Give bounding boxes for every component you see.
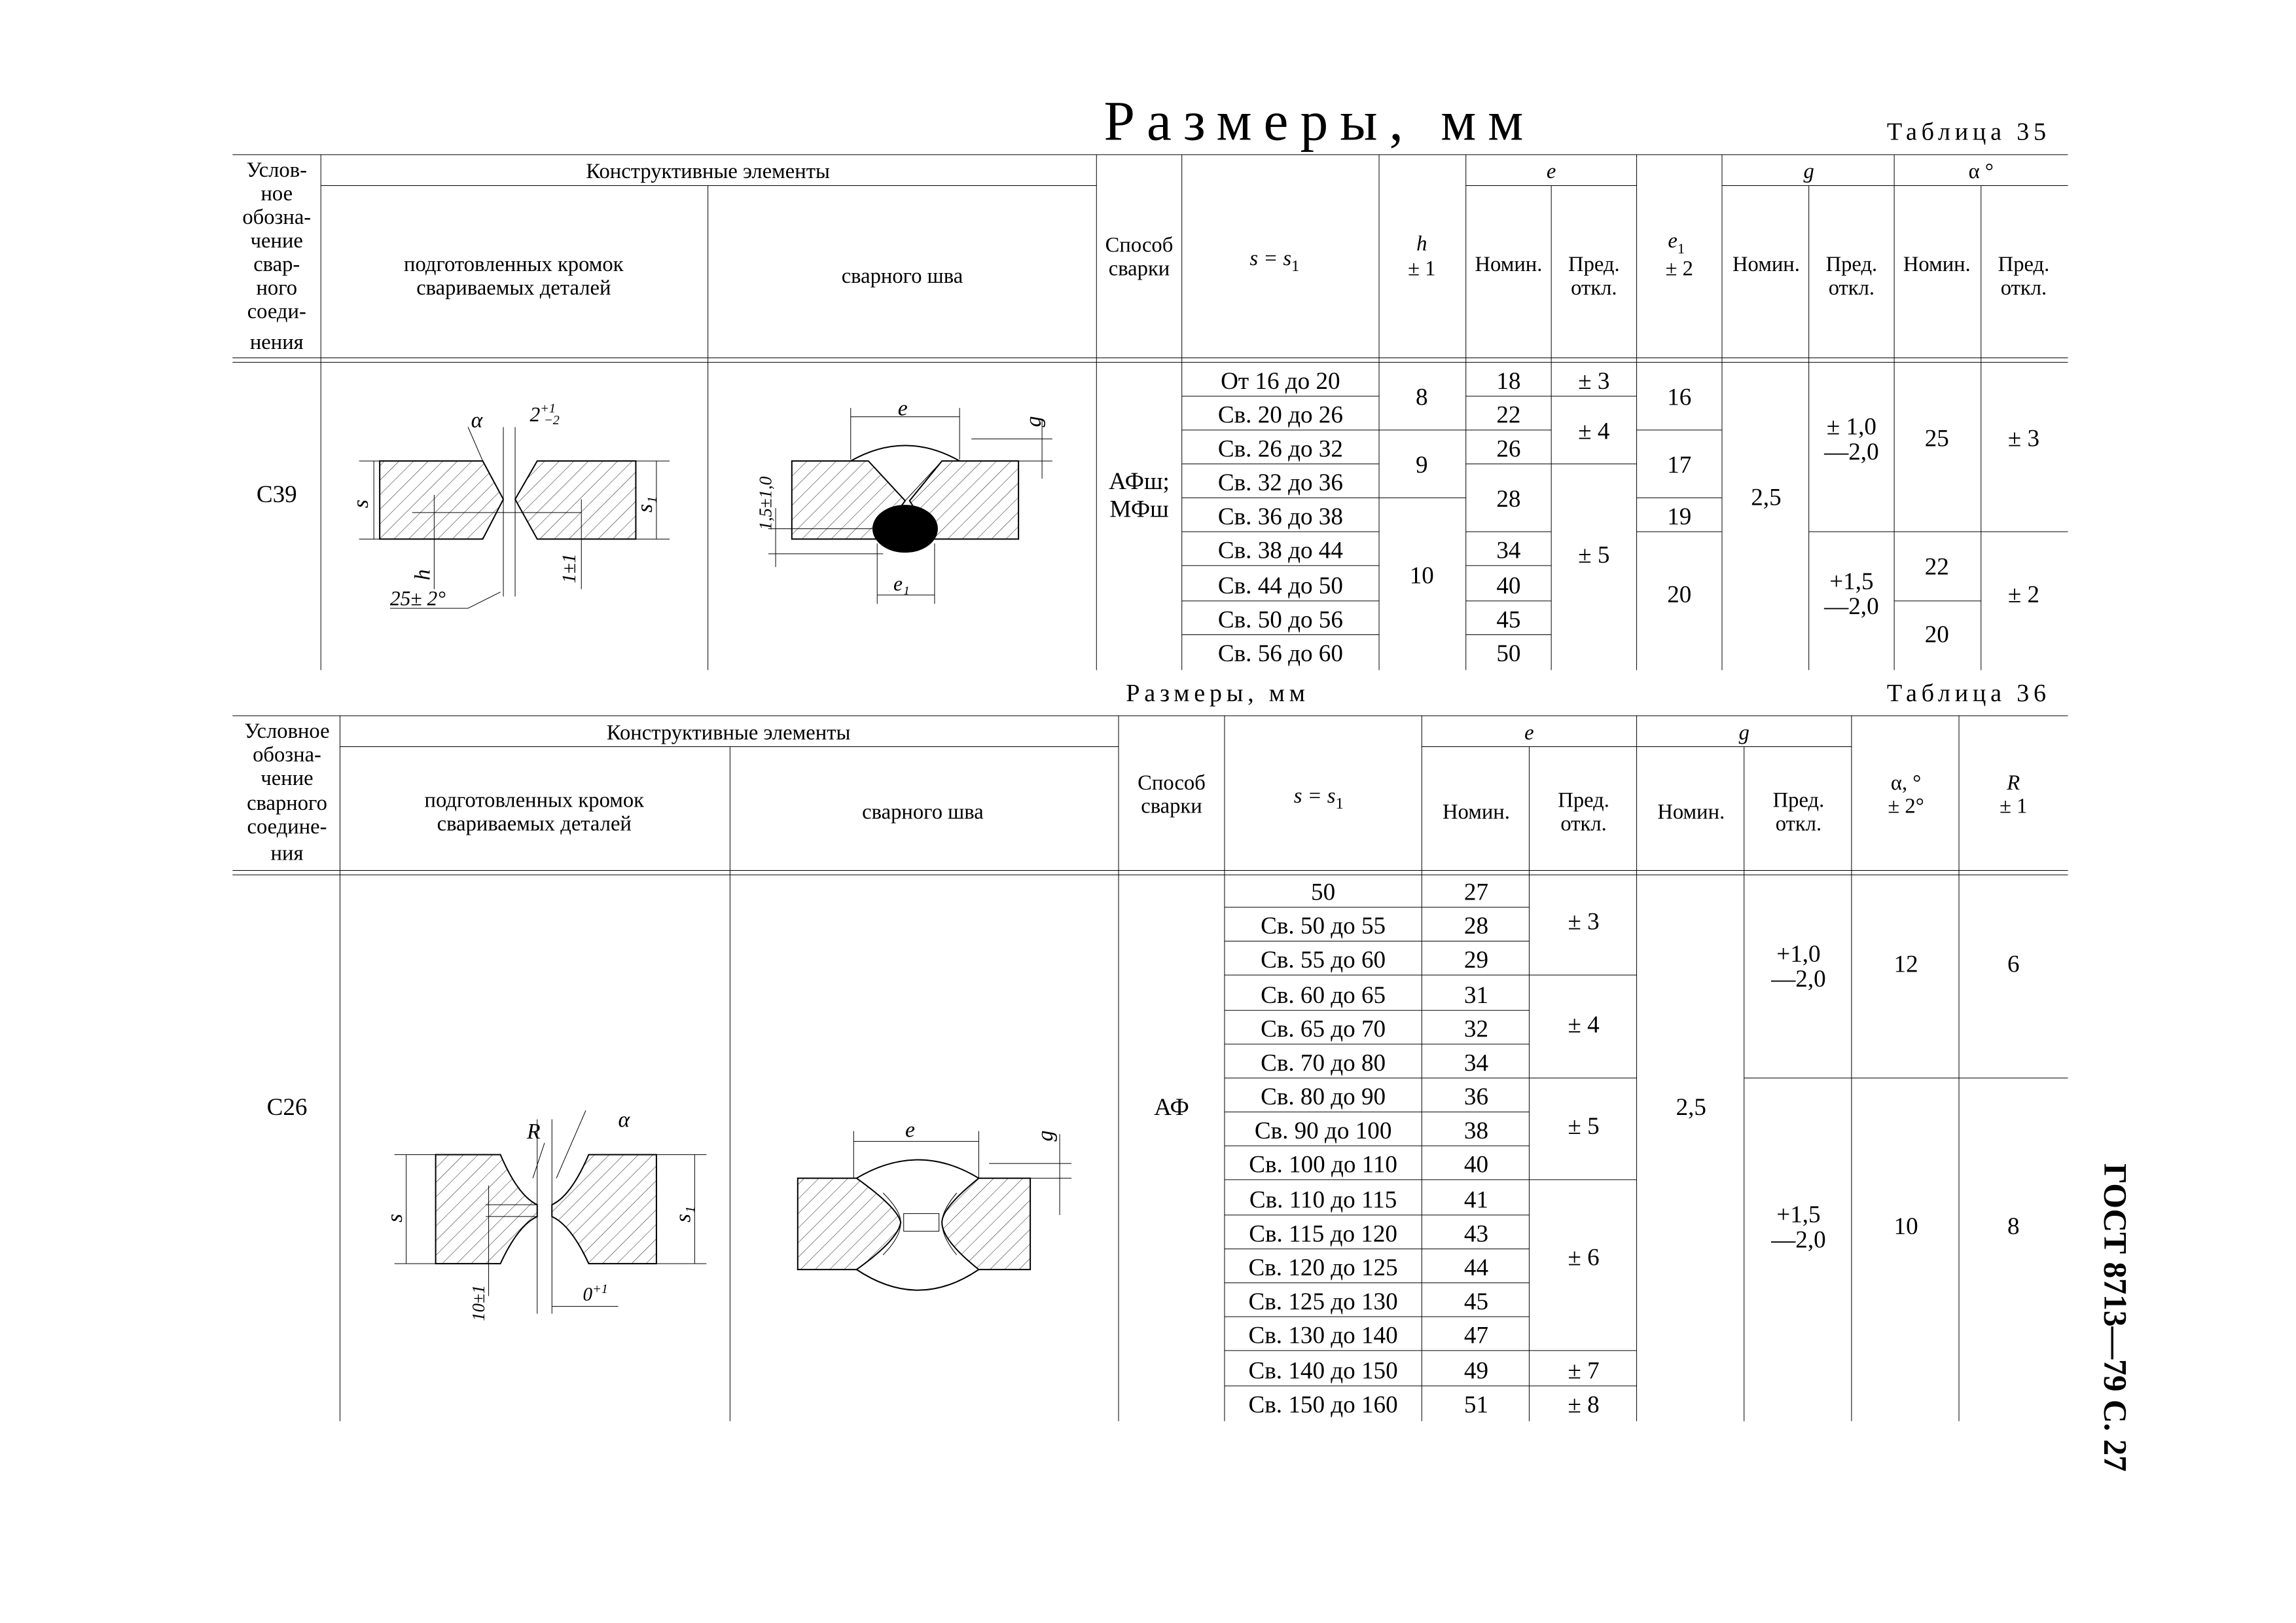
t36-s-11: Св. 120 до 125 <box>1248 1254 1398 1282</box>
t35-e1-2: 19 <box>1667 503 1692 530</box>
t35-e-nom-0: 18 <box>1496 367 1521 395</box>
t35-g-dev-0a: ± 1,0 <box>1826 413 1876 441</box>
t36-hdr-alpha-1: ± 2° <box>1888 794 1924 818</box>
table-35 <box>232 91 2068 670</box>
t36-draw-root: 10±1 <box>468 1285 488 1321</box>
t36-e-dev-0: ± 3 <box>1568 908 1600 936</box>
t35-e-nom-3: 28 <box>1496 485 1521 513</box>
t36-e-nom-6: 36 <box>1463 1084 1489 1111</box>
t35-s-5: Св. 38 до 44 <box>1217 537 1343 564</box>
t35-hdr-e1-main: e <box>1668 228 1677 253</box>
t35-weld-drawing <box>755 396 1052 604</box>
t35-draw-h-tol: 1±1 <box>559 553 581 583</box>
t35-hdr-alpha: α ° <box>1968 160 1994 184</box>
t36-e-nom-5: 34 <box>1463 1049 1489 1077</box>
t35-draw-gap <box>530 401 560 428</box>
t35-hdr-e1 <box>1668 229 1685 257</box>
t35-draw-s: s <box>349 499 374 509</box>
t36-s-9: Св. 110 до 115 <box>1249 1186 1397 1214</box>
t36-e-dev-2: ± 5 <box>1568 1113 1600 1140</box>
t35-hdr-designation-1: ное <box>260 181 293 206</box>
t35-e1-1: 17 <box>1667 452 1692 479</box>
t36-e-nom-1: 28 <box>1463 913 1489 940</box>
t36-hdr-R-tol: ± 1 <box>2000 794 2028 818</box>
t35-hdr-a-dev-1: откл. <box>2000 276 2047 300</box>
t36-g-dev-0b: —2,0 <box>1771 966 1826 993</box>
t36-s-1: Св. 50 до 55 <box>1261 913 1386 940</box>
t35-hdr-designation-2: обозна- <box>242 205 312 229</box>
t35-e1-3: 20 <box>1667 581 1692 609</box>
t35-draw-gap-val: 2 <box>529 403 541 426</box>
t36-s-2: Св. 55 до 60 <box>1261 946 1386 974</box>
t36-g-dev-1a: +1,5 <box>1776 1201 1821 1229</box>
t36-hdr-designation-0: Условное <box>244 720 330 744</box>
t36-hdr-designation-2: чение <box>260 767 314 791</box>
t36-s-14: Св. 140 до 150 <box>1248 1357 1398 1385</box>
t35-draw-s1: s₁ <box>633 496 658 513</box>
t36-e-nom-10: 43 <box>1463 1220 1489 1248</box>
t36-prepared-edges-drawing <box>383 1108 706 1321</box>
t36-s-8: Св. 100 до 110 <box>1249 1151 1397 1178</box>
t36-e-nom-4: 32 <box>1463 1015 1489 1043</box>
t35-hdr-weld: сварного шва <box>841 264 963 288</box>
t35-h-2: 10 <box>1409 562 1434 589</box>
t35-e-nom-1: 22 <box>1496 401 1521 429</box>
t36-s-10: Св. 115 до 120 <box>1249 1220 1397 1248</box>
t35-a-nom-2: 20 <box>1924 621 1949 648</box>
t36-draw-g: g <box>1033 1130 1058 1142</box>
t35-s-2: Св. 26 до 32 <box>1217 435 1343 463</box>
t35-hdr-g-dev-1: откл. <box>1828 276 1875 300</box>
t36-designation: С26 <box>266 1093 308 1121</box>
t35-hdr-g-nominal: Номин. <box>1732 252 1800 276</box>
t35-e-dev-0: ± 3 <box>1578 367 1610 395</box>
t36-method: АФ <box>1154 1093 1189 1121</box>
t35-draw-e1: e₁ <box>893 572 910 596</box>
t36-e-nom-3: 31 <box>1463 981 1489 1009</box>
t36-draw-e: e <box>905 1118 915 1142</box>
t35-designation: С39 <box>256 481 297 509</box>
t36-weld-drawing <box>798 1118 1071 1290</box>
t35-hdr-h: h <box>1416 232 1427 256</box>
t36-hdr-alpha-0: α, ° <box>1890 771 1922 795</box>
t35-s-6: Св. 44 до 50 <box>1217 572 1343 600</box>
t36-e-nom-8: 40 <box>1463 1151 1489 1178</box>
t35-draw-gap-plus: +1 <box>540 401 556 416</box>
t36-s-0: 50 <box>1311 879 1336 906</box>
t36-s-3: Св. 60 до 65 <box>1261 981 1386 1009</box>
t36-e-nom-9: 41 <box>1463 1186 1489 1214</box>
t35-hdr-s <box>1249 247 1299 275</box>
t36-hdr-g-nominal: Номин. <box>1657 800 1725 824</box>
t35-hdr-method-0: Способ <box>1105 233 1174 257</box>
t35-hdr-e1-tol: ± 2 <box>1665 257 1693 281</box>
t36-e-nom-2: 29 <box>1463 946 1489 974</box>
t35-hdr-method-1: сварки <box>1108 257 1170 281</box>
t35-draw-gap-minus: −2 <box>544 412 560 428</box>
table35-units: Размеры, мм <box>1103 90 1535 153</box>
t35-e-dev-1: ± 4 <box>1578 418 1610 445</box>
t35-hdr-e-dev-0: Пред. <box>1568 252 1620 276</box>
t35-draw-depth: 1,5±1,0 <box>755 476 776 530</box>
t35-prepared-edges-drawing <box>349 401 670 610</box>
t35-g-dev-1b: —2,0 <box>1824 593 1879 621</box>
t35-hdr-prepared-0: подготовленных кромок <box>404 252 624 276</box>
t36-hdr-s-sub: 1 <box>1335 794 1344 813</box>
t35-e-nom-6: 45 <box>1496 606 1521 634</box>
t35-hdr-constructive: Конструктивные элементы <box>586 160 830 184</box>
t35-method-0: АФш; <box>1109 467 1170 495</box>
t35-a-nom-1: 22 <box>1924 553 1949 581</box>
t35-s-4: Св. 36 до 38 <box>1217 503 1343 530</box>
side-title: ГОСТ 8713—79 С. 27 <box>2097 1163 2134 1472</box>
t35-s-8: Св. 56 до 60 <box>1217 640 1343 668</box>
t35-hdr-designation-3: чение <box>250 228 303 253</box>
t36-hdr-e-dev-0: Пред. <box>1558 788 1609 812</box>
t35-hdr-designation-6: соеди- <box>247 299 306 323</box>
t35-hdr-s-sub: 1 <box>1291 257 1300 275</box>
t36-e-dev-5: ± 8 <box>1568 1391 1600 1419</box>
t35-s-0: От 16 до 20 <box>1221 367 1340 395</box>
t36-draw-gap-tol: +1 <box>592 1282 608 1297</box>
t35-s-7: Св. 50 до 56 <box>1217 606 1343 634</box>
table36-header <box>244 720 2027 866</box>
t36-s-12: Св. 125 до 130 <box>1248 1288 1398 1315</box>
t35-hdr-a-dev-0: Пред. <box>1998 252 2050 276</box>
t36-draw-R: R <box>527 1119 541 1144</box>
t36-hdr-designation-5: ния <box>270 841 304 866</box>
t36-hdr-designation-3: сварного <box>247 792 327 816</box>
t36-e-nom-11: 44 <box>1463 1254 1489 1282</box>
t36-hdr-s-main: s = s <box>1293 784 1336 809</box>
t35-e-nom-2: 26 <box>1496 435 1521 463</box>
table35-caption: Таблица 35 <box>1886 118 2051 146</box>
t36-hdr-g: g <box>1738 721 1749 745</box>
table35-header <box>242 158 2049 354</box>
t36-e-nom-12: 45 <box>1463 1288 1489 1315</box>
t35-e-dev-2: ± 5 <box>1578 541 1610 569</box>
t36-s-7: Св. 90 до 100 <box>1254 1117 1392 1144</box>
t35-draw-alpha: α <box>471 408 483 433</box>
t36-draw-gap <box>583 1282 607 1305</box>
t35-draw-h: h <box>410 569 435 581</box>
t35-hdr-e1-sub: 1 <box>1677 240 1685 257</box>
t35-hdr-designation-4: свар- <box>253 252 300 276</box>
t35-hdr-designation-7: нения <box>249 331 304 355</box>
t36-s-6: Св. 80 до 90 <box>1261 1084 1386 1111</box>
t36-alpha-1: 10 <box>1893 1213 1918 1241</box>
t36-e-nom-13: 47 <box>1463 1322 1489 1349</box>
t36-e-dev-3: ± 6 <box>1568 1244 1600 1271</box>
t35-a-nom-0: 25 <box>1924 425 1949 452</box>
t35-h-0: 8 <box>1415 384 1428 411</box>
t35-hdr-e-nominal: Номин. <box>1475 252 1543 276</box>
table36-caption: Таблица 36 <box>1886 679 2051 707</box>
t36-hdr-e-dev-1: откл. <box>1560 812 1607 836</box>
t36-R-0: 6 <box>2007 951 2020 978</box>
t36-s-4: Св. 65 до 70 <box>1261 1015 1386 1043</box>
t36-e-nom-14: 49 <box>1463 1357 1489 1385</box>
t36-hdr-designation-4: соедине- <box>247 815 327 839</box>
t35-a-dev-1: ± 2 <box>2007 581 2040 609</box>
t35-g-nom: 2,5 <box>1751 484 1782 511</box>
t35-g-dev-1a: +1,5 <box>1829 568 1874 595</box>
t36-e-nom-15: 51 <box>1463 1391 1489 1419</box>
t36-hdr-prepared-1: свариваемых деталей <box>437 812 632 836</box>
t35-e1-0: 16 <box>1667 384 1692 411</box>
t35-hdr-prepared-1: свариваемых деталей <box>416 276 611 300</box>
table36-units: Размеры, мм <box>1126 679 1310 707</box>
t35-a-dev-0: ± 3 <box>2007 425 2040 452</box>
t35-hdr-a-nominal: Номин. <box>1903 252 1971 276</box>
t35-e-nom-4: 34 <box>1496 537 1521 564</box>
t36-R-1: 8 <box>2007 1213 2020 1241</box>
t36-draw-alpha: α <box>618 1107 630 1132</box>
t36-draw-gap-val: 0 <box>583 1284 593 1305</box>
t35-hdr-h-tol: ± 1 <box>1408 257 1436 281</box>
t35-hdr-designation-5: ного <box>256 276 298 300</box>
t36-g-nom: 2,5 <box>1676 1093 1706 1121</box>
t35-s-1: Св. 20 до 26 <box>1217 401 1343 429</box>
t35-e-nom-7: 50 <box>1496 640 1521 668</box>
t36-hdr-e-nominal: Номин. <box>1443 800 1510 824</box>
t36-hdr-designation-1: обозна- <box>253 743 321 767</box>
t35-e-nom-5: 40 <box>1496 572 1521 600</box>
t36-hdr-prepared-0: подготовленных кромок <box>424 788 645 812</box>
t36-g-dev-0a: +1,0 <box>1776 940 1821 968</box>
t36-e-nom-0: 27 <box>1463 879 1489 906</box>
t36-hdr-s <box>1294 784 1344 812</box>
t35-draw-g: g <box>1021 416 1046 428</box>
t36-g-dev-1b: —2,0 <box>1771 1226 1826 1254</box>
t35-g-dev-0b: —2,0 <box>1824 438 1879 465</box>
t35-hdr-g: g <box>1803 160 1814 184</box>
t36-s-5: Св. 70 до 80 <box>1261 1049 1386 1077</box>
t35-hdr-s-main: s = s <box>1249 246 1292 270</box>
t36-hdr-g-dev-0: Пред. <box>1772 788 1825 812</box>
t35-draw-angle: 25± 2° <box>389 587 446 610</box>
t36-hdr-weld: сварного шва <box>862 800 984 824</box>
t35-hdr-designation-0: Услов- <box>246 158 307 182</box>
table35-body <box>257 368 2039 667</box>
t36-hdr-method-0: Способ <box>1138 771 1206 795</box>
t36-hdr-R: R <box>2007 771 2020 795</box>
t36-draw-s: s <box>382 1213 407 1223</box>
t35-h-1: 9 <box>1415 452 1428 479</box>
t36-alpha-0: 12 <box>1893 951 1918 978</box>
t35-draw-e: e <box>897 396 908 421</box>
t35-hdr-e: e <box>1546 160 1556 184</box>
t36-s-15: Св. 150 до 160 <box>1248 1391 1398 1419</box>
t36-draw-s1: s₁ <box>671 1206 696 1223</box>
t36-s-13: Св. 130 до 140 <box>1248 1322 1398 1349</box>
table36-body <box>267 879 2020 1418</box>
t36-e-dev-1: ± 4 <box>1568 1011 1600 1038</box>
t35-hdr-e-dev-1: откл. <box>1571 276 1617 300</box>
t36-hdr-constructive: Конструктивные элементы <box>606 721 851 745</box>
t36-hdr-g-dev-1: откл. <box>1775 812 1822 836</box>
t35-method-1: МФш <box>1109 496 1169 523</box>
t36-e-nom-7: 38 <box>1463 1117 1489 1144</box>
t36-e-dev-4: ± 7 <box>1568 1357 1600 1385</box>
t35-hdr-g-dev-0: Пред. <box>1825 252 1878 276</box>
t35-s-3: Св. 32 до 36 <box>1217 469 1343 497</box>
t36-hdr-e: e <box>1524 721 1534 745</box>
t36-hdr-method-1: сварки <box>1141 794 1202 818</box>
